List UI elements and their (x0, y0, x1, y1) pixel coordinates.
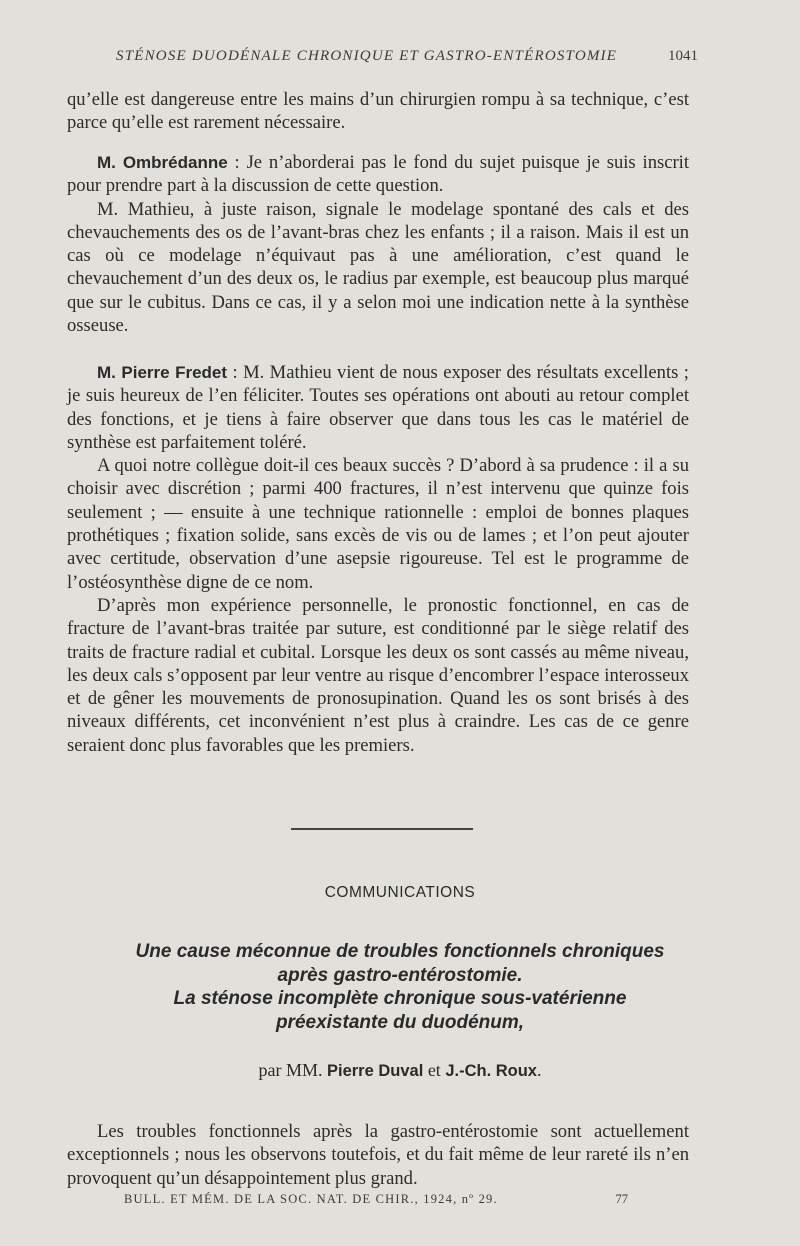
fredet-remarks (67, 361, 689, 757)
continuation-paragraph (67, 88, 689, 135)
article-authors (0, 1060, 800, 1081)
author-name: J.-Ch. Roux (445, 1062, 537, 1080)
running-title: STÉNOSE DUODÉNALE CHRONIQUE ET GASTRO-ENTÉROSTOMIE (116, 48, 618, 64)
paragraph-text: : M. Mathieu vient de nous exposer des résultats excellents ; je suis heureux de l’en féliciter. Toutes ses opérations ont abouti au retour complet des fonctions, et je tiens à faire observer que dans tous les cas le matériel de synthèse est parfaitement toléré. (67, 362, 689, 453)
authors-prefix: par MM. (258, 1060, 327, 1080)
title-line: après gastro-entérostomie. (277, 964, 523, 986)
running-header (116, 48, 698, 65)
page-footer (124, 1192, 628, 1207)
title-line: La sténose incomplète chronique sous-vatérienne (173, 988, 627, 1009)
speaker-name: M. Pierre Fredet (97, 363, 228, 382)
authors-join: et (423, 1060, 446, 1080)
title-line: préexistante du duodénum, (275, 1011, 525, 1033)
paragraph-text: Les troubles fonctionnels après la gastro-entérostomie sont actuellement exceptionnels ; nous les observons toutefois, et du fait même de leur rareté ils n’en provoquent qu’un désappointement plus grand. (67, 1121, 689, 1189)
section-divider (291, 828, 473, 830)
paragraph-text: qu’elle est dangereuse entre les mains d’un chirurgien rompu à sa technique, c’est parce qu’elle est rarement nécessaire. (67, 89, 689, 134)
footer-citation: BULL. ET MÉM. DE LA SOC. NAT. DE CHIR., 1924, nº 29. (124, 1192, 498, 1206)
article-intro (67, 1120, 689, 1190)
paragraph (67, 361, 689, 454)
paragraph-text: D’après mon expérience personnelle, le pronostic fonctionnel, en cas de fracture de l’avant-bras traitée par suture, est conditionné par le siège relatif des traits de fracture radial et cubital. Lorsque les deux os sont cassés au même niveau, les deux cals s’opposent par leur ventre au risque d’encombrer l’espace interosseux et de gêner les mouvements de pronosupination. Quand les os sont brisés à des niveaux différents, cet inconvénient n’est plus à craindre. Les cas de ce genre seraient donc plus favorables que les premiers. (67, 594, 689, 756)
author-name: Pierre Duval (327, 1062, 424, 1080)
signature-number: 77 (615, 1192, 628, 1206)
speaker-name: M. Ombrédanne (97, 153, 228, 172)
page-number: 1041 (668, 48, 698, 64)
section-heading: COMMUNICATIONS (324, 884, 476, 901)
authors-suffix: . (536, 1060, 542, 1080)
paragraph-text: A quoi notre collègue doit-il ces beaux succès ? D’abord à sa prudence : il a su choisir avec discrétion ; parmi 400 fractures, il n’est intervenu que quinze fois seulement ; — ensuite à une technique rationnelle : emploi de bonnes plaques prothétiques ; fixation solide, sans excès de vis ou de lames ; et l’on peut ajouter avec certitude, observation d’une asepsie rigoureuse. Tel est le programme de l’ostéosynthèse digne de ce nom. (67, 455, 689, 593)
paragraph-text: M. Mathieu, à juste raison, signale le modelage spontané des cals et des chevauchements des os de l’avant-bras chez les enfants ; il a raison. Mais il est un cas où ce modelage n’équivaut pas à une amélioration, c’est quand le chevauchement d’un des deux os, le radius par exemple, est beaucoup plus marqué que sur le cubitus. Dans ce cas, il y a selon moi une indication nette à la synthèse osseuse. (67, 198, 689, 337)
ombredanne-remarks (67, 151, 689, 337)
article-title (0, 940, 800, 1034)
paragraph (67, 151, 689, 198)
paragraph-text: : Je n’aborderai pas le fond du sujet puisque je suis inscrit pour prendre part à la discussion de cette question. (67, 152, 690, 197)
title-line: Une cause méconnue de troubles fonctionnels chroniques (135, 941, 665, 962)
